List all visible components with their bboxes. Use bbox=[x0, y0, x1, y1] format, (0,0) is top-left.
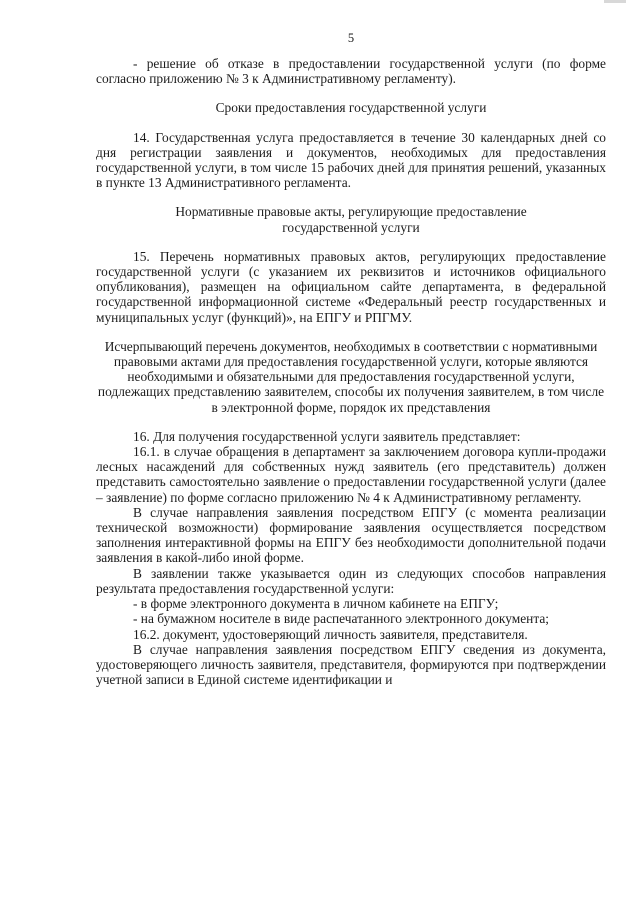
page-number: 5 bbox=[347, 31, 355, 45]
paragraph-14: 14. Государственная услуга предоставляется в течение 30 календарных дней со дня регистрации заявления и документов, необходимых для предоставления государственной услуги, в том числе 15 рабочих дней для принятия решений, указанных в пункте 13 Административного регламента. bbox=[96, 129, 606, 191]
paragraph-15: 15. Перечень нормативных правовых актов, регулирующих предоставление государственной услуги (с указанием их реквизитов и источников официального опубликования), размещен на официальном сайте департамента, в федеральной государственной информационной системе «Федеральный реестр государственных и муниципальных услуг (функций)», на ЕПГУ и РПГМУ. bbox=[96, 248, 606, 325]
heading-terms: Сроки предоставления государственной услуги bbox=[215, 100, 487, 116]
document-page bbox=[96, 30, 606, 687]
heading-documents: Исчерпывающий перечень документов, необходимых в соответствии с нормативными правовыми актами для предоставления государственной услуги, которые являются необходимыми и обязательными для предоставления государственной услуги, подлежащих представлению заявителем, способы их получения заявителем, в том числе в электронной форме, порядок их представления bbox=[97, 338, 605, 415]
paragraph-16-1: 16.1. в случае обращения в департамент за заключением договора купли-продажи лесных насаждений для собственных нужд заявитель (его представитель) должен представить самостоятельно заявление о предоставлении государственной услуги (далее – заявление) по форме согласно приложению № 4 к Административному регламенту. bbox=[96, 444, 606, 505]
paragraph-16-2: 16.2. документ, удостоверяющий личность заявителя, представителя. bbox=[133, 626, 528, 642]
paragraph-also: В заявлении также указывается один из следующих способов направления результата предоставления государственной услуги: bbox=[96, 565, 606, 596]
paragraph-epgu: В случае направления заявления посредством ЕПГУ (с момента реализации технической возможности) формирование заявления осуществляется посредством заполнения интерактивной формы на ЕПГУ без необходимости дополнительной подачи заявления в какой-либо иной форме. bbox=[96, 504, 606, 566]
list-item-electronic: - в форме электронного документа в личном кабинете на ЕПГУ; bbox=[133, 596, 499, 612]
list-item-paper: - на бумажном носителе в виде распечатанного электронного документа; bbox=[133, 611, 550, 627]
paragraph-identity: В случае направления заявления посредством ЕПГУ сведения из документа, удостоверяющего личность заявителя, представителя, формируются при подтверждении учетной записи в Единой системе идентификации и bbox=[96, 641, 606, 688]
paragraph-refusal: - решение об отказе в предоставлении государственной услуги (по форме согласно приложению № 3 к Административному регламенту). bbox=[96, 56, 606, 87]
scan-corner-mark bbox=[604, 0, 626, 3]
paragraph-16: 16. Для получения государственной услуги заявитель представляет: bbox=[133, 428, 521, 444]
heading-acts: Нормативные правовые акты, регулирующие предоставление государственной услуги bbox=[175, 204, 527, 235]
